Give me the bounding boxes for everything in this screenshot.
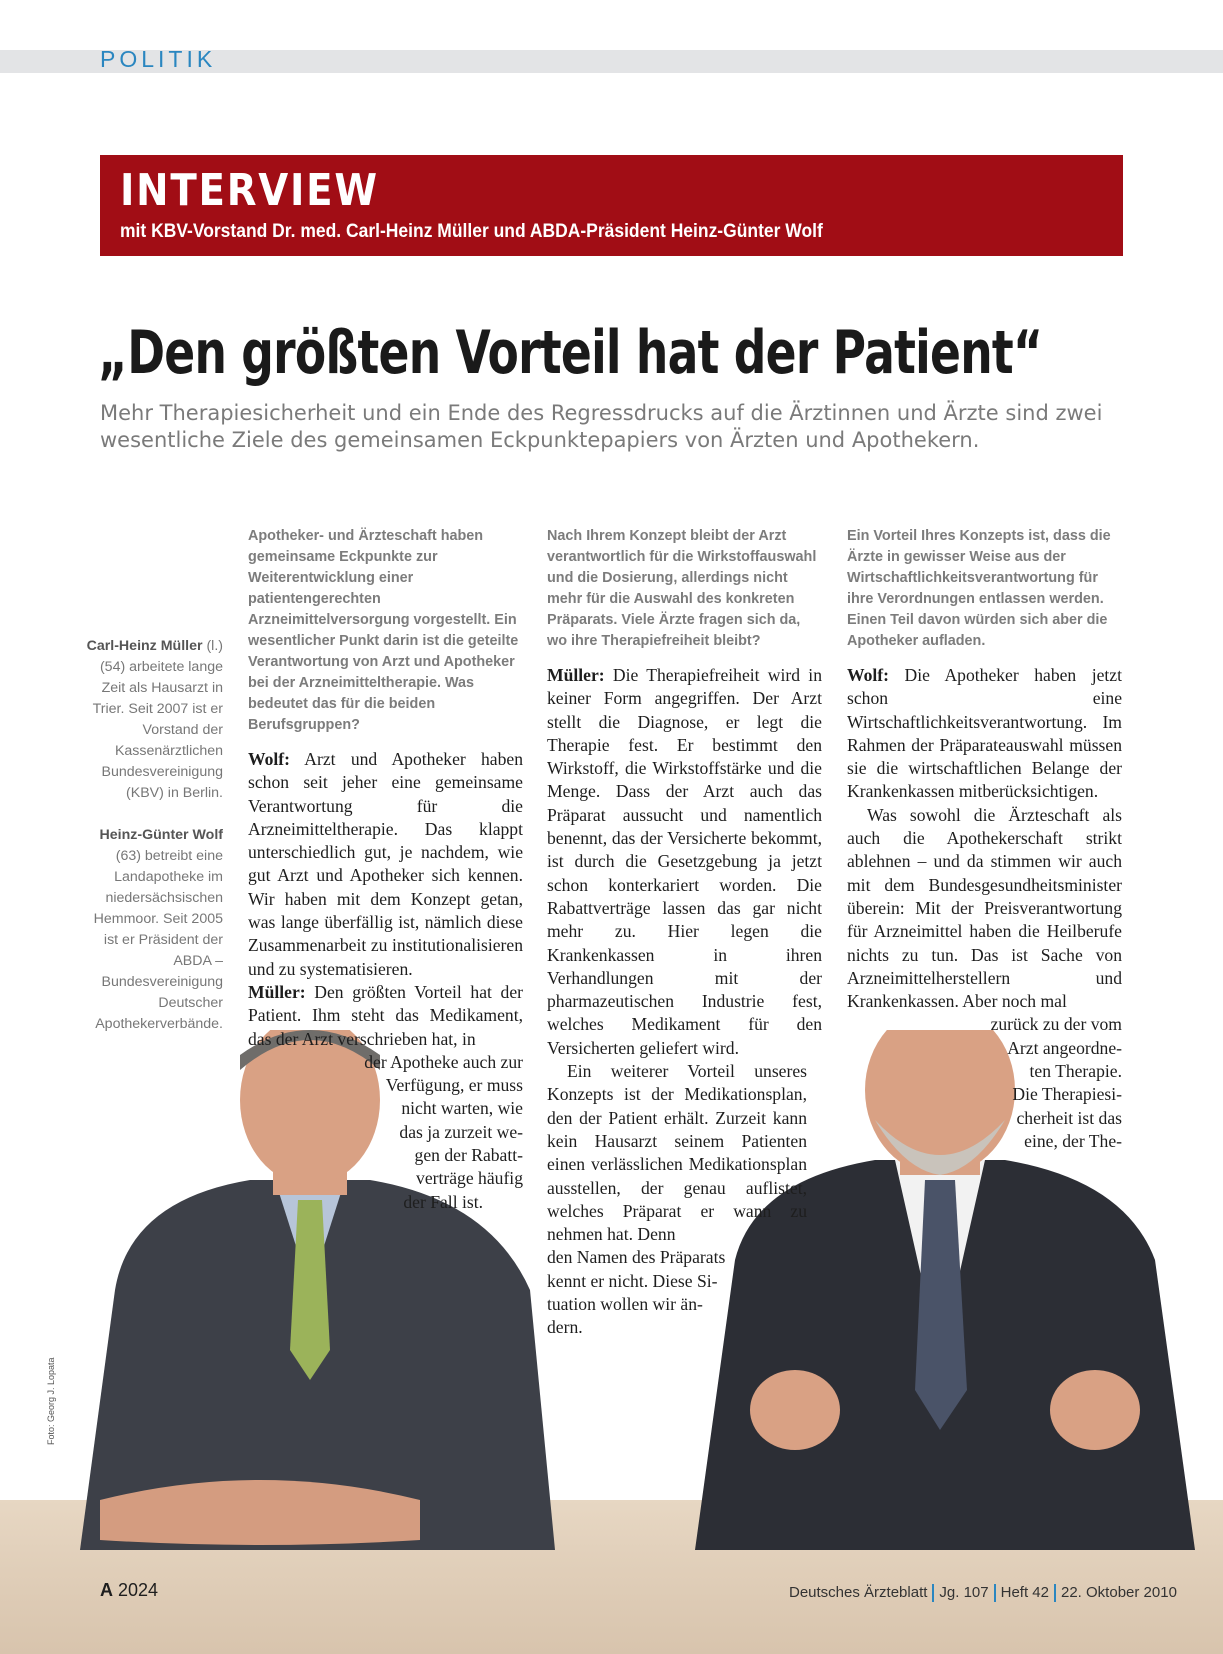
photo-credit: Foto: Georg J. Lopata xyxy=(46,1357,56,1445)
text-line: zurück zu der vom xyxy=(990,1014,1122,1035)
answer-tail xyxy=(248,1051,523,1214)
answer-text: Den größten Vorteil hat der Patient. Ihm steht das Medikament, das der Arzt verschrieben hat, in xyxy=(248,981,523,1049)
answer-3 xyxy=(847,664,1122,1153)
page-number xyxy=(100,1580,158,1601)
speaker-mueller: Müller: xyxy=(248,981,306,1002)
journal-name: Deutsches Ärzteblatt xyxy=(789,1584,928,1601)
answer-tail xyxy=(847,1013,1122,1153)
lead-text: Mehr Therapiesicherheit und ein Ende des Regressdrucks auf die Ärztinnen und Ärzte sind zwei wesentliche Ziele des gemeinsamen Eckpunktepapiers von Ärzten und Apothekern. xyxy=(100,401,1103,452)
page-number-value: 2024 xyxy=(118,1580,159,1600)
issue-date: 22. Oktober 2010 xyxy=(1061,1584,1177,1601)
text-line: gen der Rabatt- xyxy=(414,1145,523,1166)
text-line: tuation wollen wir än- xyxy=(547,1294,703,1315)
answer-text: Die Therapiefreiheit wird in keiner Form angegriffen. Der Arzt stellt die Diagnose, er legt die Therapie fest. Er bestimmt den Wirkstoff, die Wirkstoffstärke und die Menge. Dass der Arzt auch das Präparat aussucht und namentlich benennt, das der Versicherte bekommt, ist durch die Gesetzgebung ja jetzt schon konterkariert worden. Die Rabattverträge lassen das gar nicht mehr zu. Hier legen die Krankenkassen in ihren Verhandlungen mit der pharmazeutischen Industrie fest, welches Medikament für den Versicherten geliefert wird. xyxy=(547,665,822,1058)
issue: Heft 42 xyxy=(1000,1584,1049,1601)
text-line: kennt er nicht. Diese Si- xyxy=(547,1270,718,1291)
speaker-wolf: Wolf: xyxy=(847,665,890,685)
caption-mueller xyxy=(83,636,223,804)
text-line: cherheit ist das xyxy=(1016,1107,1122,1128)
answer-1 xyxy=(248,748,523,1214)
separator xyxy=(1054,1584,1056,1602)
text-line: ten Therapie. xyxy=(1029,1061,1122,1082)
text-line: Die Therapiesi- xyxy=(1012,1084,1122,1105)
answer-text: Was sowohl die Ärzteschaft als auch die Apothekerschaft strikt ablehnen – und da stimmen wir auch mit dem Bundesgesundheitsminister überein: Mit der Preisverantwortung für Arzneimittel haben die Heilberufe nichts zu tun. Das ist Sache von Arzneimittelherstellern und Krankenkassen. Aber noch mal xyxy=(847,804,1122,1012)
text-line: verträge häufig xyxy=(416,1168,523,1189)
question-2: Nach Ihrem Konzept bleibt der Arzt verantwortlich für die Wirkstoffauswahl und die Dosierung, allerdings nicht mehr für die Auswahl des konkreten Präparats. Viele Ärzte fragen sich da, wo ihre Therapiefreiheit bleibt? xyxy=(547,528,817,649)
caption-mueller-name: Carl-Heinz Müller xyxy=(86,638,203,654)
banner-subtitle: mit KBV-Vorstand Dr. med. Carl-Heinz Müller und ABDA-Präsident Heinz-Günter Wolf xyxy=(120,221,823,242)
page-prefix: A xyxy=(100,1580,113,1600)
caption-wolf-name: Heinz-Günter Wolf xyxy=(99,827,223,843)
text-line: nicht warten, wie xyxy=(401,1098,523,1119)
banner-title: INTERVIEW xyxy=(120,165,379,216)
separator xyxy=(994,1584,996,1602)
answer-tail xyxy=(547,1246,822,1339)
text-line: eine, der The- xyxy=(1024,1130,1122,1151)
speaker-wolf: Wolf: xyxy=(248,749,291,769)
text-line: dern. xyxy=(547,1317,583,1338)
column-3 xyxy=(847,526,1122,1153)
text-line: Verfügung, er muss xyxy=(385,1075,523,1096)
headline: „Den größten Vorteil hat der Patient“ xyxy=(98,318,1043,388)
answer-text: Arzt und Apotheker haben schon seit jeher eine gemeinsame Verantwortung für die Arzneimitteltherapie. Das klappt unterschiedlich gut, je nachdem, wie gut Arzt und Apotheker sich kennen. Wir haben mit dem Konzept getan, was lange überfällig ist, nämlich diese Zusammenarbeit zu institutionalisieren und zu systematisieren. xyxy=(248,749,523,979)
column-2 xyxy=(547,526,822,1340)
speaker-mueller: Müller: xyxy=(547,665,605,685)
answer-text: Ein weiterer Vorteil unseres Konzepts ist der Medikationsplan, den der Patient erhält. Zurzeit kann kein Hausarzt seinem Patienten einen verlässlichen Medikationsplan ausstellen, der genau auflistet, welches Präparat er wann zu nehmen hat. Denn xyxy=(547,1061,807,1245)
text-line: das ja zurzeit we- xyxy=(399,1121,523,1142)
question-1: Apotheker- und Ärzteschaft haben gemeinsame Eckpunkte zur Weiterentwicklung einer patientengerechten Arzneimittelversorgung vorgestellt. Ein wesentlicher Punkt darin ist die geteilte Verantwortung von Arzt und Apotheker bei der Arzneimitteltherapie. Was bedeutet das für die beiden Berufsgruppen? xyxy=(248,528,519,733)
answer-text: Die Apotheker haben jetzt schon eine Wirtschaftlichkeitsverantwortung. Im Rahmen der Präparateauswahl müssen sie die wirtschaftlichen Belange der Krankenkassen mitberücksichtigen. xyxy=(847,665,1122,802)
text-line: den Namen des Präparats xyxy=(547,1247,726,1268)
footer-info xyxy=(789,1584,1177,1602)
caption-wolf xyxy=(83,825,223,1035)
separator xyxy=(932,1584,934,1602)
section-rubric: POLITIK xyxy=(100,46,217,72)
interview-banner xyxy=(100,155,1123,256)
text-line: der Apotheke auch zur xyxy=(364,1051,523,1072)
column-1 xyxy=(248,526,523,1214)
caption-mueller-text: (l.) (54) arbeitete lange Zeit als Hausarzt in Trier. Seit 2007 ist er Vorstand der Kassenärztlichen Bundesvereinigung (KBV) in Berlin. xyxy=(92,638,223,801)
text-line: der Fall ist. xyxy=(403,1191,483,1212)
caption-wolf-text: (63) betreibt eine Landapotheke im niedersächsischen Hemmoor. Seit 2005 ist er Präsident der ABDA – Bundesvereinigung Deutscher Apothekerverbände. xyxy=(93,848,223,1032)
volume: Jg. 107 xyxy=(939,1584,989,1601)
question-3: Ein Vorteil Ihres Konzepts ist, dass die Ärzte in gewisser Weise aus der Wirtschaftlichkeitsverantwortung für ihre Verordnungen entlassen werden. Einen Teil davon würden sich aber die Apotheker aufladen. xyxy=(847,528,1111,649)
answer-2 xyxy=(547,664,822,1340)
text-line: Arzt angeordne- xyxy=(1007,1037,1122,1058)
